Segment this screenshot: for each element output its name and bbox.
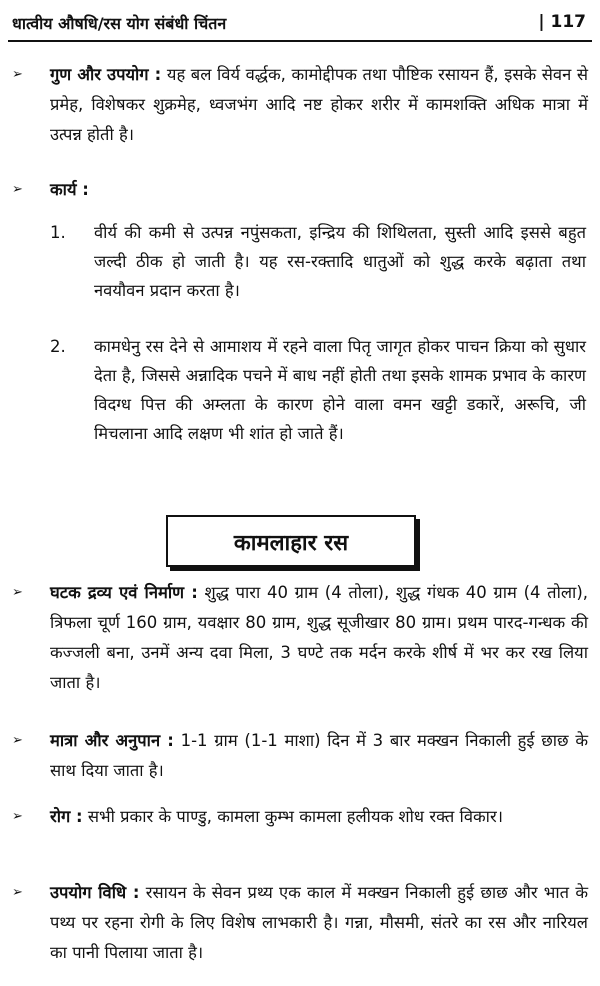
arrow-bullet-icon: ➢ bbox=[12, 67, 23, 82]
recipe-title: कामलाहार रस bbox=[233, 531, 349, 556]
section-text bbox=[50, 878, 588, 968]
section-term: गुण और उपयोग : bbox=[50, 65, 162, 84]
header-rule bbox=[8, 40, 592, 42]
recipe-title-box bbox=[166, 515, 416, 567]
list-item bbox=[50, 218, 586, 305]
page-number: | 117 bbox=[538, 12, 586, 32]
arrow-bullet-icon: ➢ bbox=[12, 585, 23, 600]
list-item-text: वीर्य की कमी से उत्पन्न नपुंसकता, इन्द्रिय की शिथिलता, सुस्ती आदि इससे बहुत जल्दी ठीक हो जाती है। यह रस-रक्तादि धातुओं को शुद्ध करके बढ़ाता तथा नवयौवन प्रदान करता है। bbox=[94, 223, 586, 300]
list-item bbox=[50, 332, 586, 448]
arrow-bullet-icon: ➢ bbox=[12, 885, 23, 900]
section-text bbox=[50, 726, 588, 786]
section-term: रोग : bbox=[50, 807, 83, 826]
section-term: उपयोग विधि : bbox=[50, 883, 140, 902]
section-term: मात्रा और अनुपान : bbox=[50, 731, 174, 750]
list-number: 1. bbox=[50, 223, 66, 242]
section-karya bbox=[12, 175, 588, 205]
section-body: रसायन के सेवन प्रथ्य एक काल में मक्खन निकाली हुई छाछ और भात के पथ्य पर रहना रोगी के लिए विशेष लाभकारी है। गन्ना, मौसमी, संतरे का रस और नारियल का पानी पिलाया जाता है। bbox=[50, 883, 588, 962]
section-upyog bbox=[12, 878, 588, 968]
section-text bbox=[50, 60, 588, 150]
section-term: घटक द्रव्य एवं निर्माण : bbox=[50, 583, 198, 602]
arrow-bullet-icon: ➢ bbox=[12, 182, 23, 197]
section-matra bbox=[12, 726, 588, 786]
section-text bbox=[50, 578, 588, 698]
section-body: शुद्ध पारा 40 ग्राम (4 तोला), शुद्ध गंधक 40 ग्राम (4 तोला), त्रिफला चूर्ण 160 ग्राम, यवक्षार 80 ग्राम, शुद्ध सूजीखार 80 ग्राम। प्रथम पारद-गन्धक की कज्जली बना, उनमें अन्य दवा मिला, 3 घण्टे तक मर्दन करके शीर्ष में भर कर रख लिया जाता है। bbox=[50, 583, 589, 692]
section-ghatak bbox=[12, 578, 589, 698]
list-item-text: कामधेनु रस देने से आमाशय में रहने वाला पितृ जागृत होकर पाचन क्रिया को सुधार देता है, जिससे अन्नादिक पचने में बाध नहीं होती तथा इसके शामक प्रभाव के कारण विदग्ध पित्त की अम्लता के कारण होने वाला वमन खट्टी डकारें, अरूचि, जी मिचलाना आदि लक्षण भी शांत हो जाते हैं। bbox=[94, 337, 586, 443]
section-rog bbox=[12, 802, 588, 832]
page-header bbox=[10, 6, 590, 40]
running-title: धात्वीय औषधि/रस योग संबंधी चिंतन bbox=[12, 14, 227, 33]
arrow-bullet-icon: ➢ bbox=[12, 733, 23, 748]
section-term: कार्य : bbox=[50, 180, 89, 199]
arrow-bullet-icon: ➢ bbox=[12, 809, 23, 824]
section-text bbox=[50, 802, 588, 832]
section-body: यह बल विर्य वर्द्धक, कामोद्दीपक तथा पौष्टिक रसायन हैं, इसके सेवन से प्रमेह, विशेषकर शुक्रमेह, ध्वजभंग आदि नष्ट होकर शरीर में कामशक्ति अधिक मात्रा में उत्पन्न होती है। bbox=[50, 65, 588, 144]
section-body: सभी प्रकार के पाण्डु, कामला कुम्भ कामला हलीयक शोध रक्त विकार। bbox=[82, 807, 503, 826]
list-number: 2. bbox=[50, 337, 66, 356]
section-guna bbox=[12, 60, 588, 150]
section-body: 1-1 ग्राम (1-1 माशा) दिन में 3 बार मक्खन निकाली हुई छाछ के साथ दिया जाता है। bbox=[50, 731, 588, 780]
